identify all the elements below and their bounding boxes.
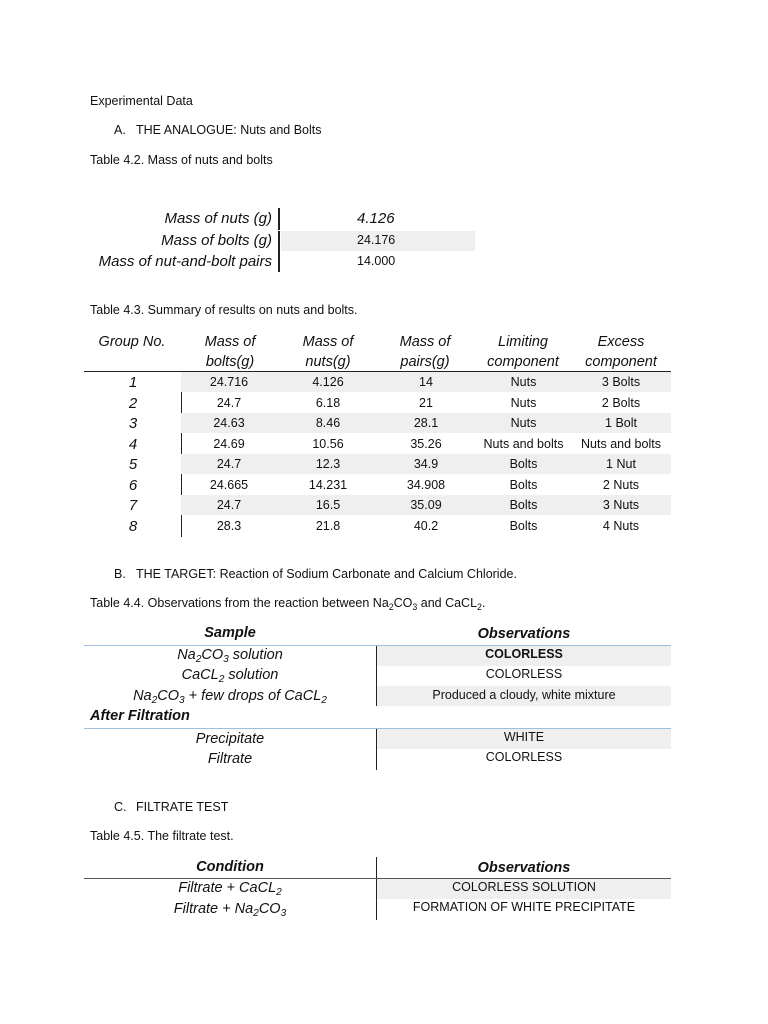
table-divider — [278, 208, 280, 230]
caption-text: and CaCL — [417, 596, 478, 610]
header-line: pairs(g) — [400, 354, 450, 370]
table-row — [84, 393, 671, 413]
table-4-2-value: 14.000 — [357, 254, 396, 268]
table-cell: 14.231 — [308, 477, 348, 492]
table-row — [84, 495, 671, 515]
group-number-cell: 1 — [128, 374, 138, 391]
header-line: Mass of — [204, 334, 256, 350]
group-number-cell: 8 — [128, 517, 138, 535]
table-cell: 35.09 — [410, 498, 442, 512]
table-4-2-label: Mass of nuts (g) — [164, 210, 272, 227]
sample-cell — [84, 667, 376, 683]
table-4-2-value: 4.126 — [357, 210, 395, 227]
table-divider — [278, 252, 280, 272]
observation-cell: WHITE — [503, 730, 545, 744]
group-number-cell: 3 — [128, 415, 138, 432]
table-cell: 40.2 — [413, 518, 439, 533]
condition-text: Filtrate + Na — [173, 901, 254, 917]
header-line: component — [585, 354, 657, 370]
table-cell: Bolts — [509, 457, 538, 471]
header-line: nuts(g) — [305, 354, 351, 370]
table-cell: 34.908 — [406, 477, 446, 492]
header-line: Mass of — [302, 334, 354, 350]
table-cell: 12.3 — [315, 457, 341, 471]
subscript: 2 — [321, 695, 327, 706]
sample-text: + few drops of CaCL — [184, 688, 322, 704]
table-divider — [278, 231, 280, 253]
table-cell: Nuts and bolts — [483, 436, 564, 451]
observation-cell: Produced a cloudy, white mixture — [432, 688, 616, 702]
group-number-cell: 6 — [128, 476, 138, 494]
table-row — [84, 413, 671, 433]
condition-cell — [84, 901, 376, 917]
table-cell: 21 — [419, 395, 433, 410]
table-cell: 24.716 — [209, 375, 249, 389]
observation-cell: COLORLESS SOLUTION — [452, 880, 596, 894]
caption-text: . — [481, 596, 486, 610]
table-cell: 24.63 — [213, 416, 245, 430]
table-row — [84, 434, 671, 454]
table-4-2-value: 24.176 — [357, 233, 396, 247]
table-cell: 24.665 — [209, 477, 249, 492]
table-4-5-caption: Table 4.5. The filtrate test. — [90, 829, 234, 843]
subscript: 2 — [151, 695, 158, 706]
table-cell: Nuts — [510, 375, 537, 389]
col-header-observations: Observations — [477, 626, 571, 642]
sample-cell — [84, 688, 376, 704]
table-cell: 28.3 — [216, 518, 242, 533]
table-cell: 1 Nut — [606, 457, 636, 471]
table-cell: Nuts and bolts — [581, 436, 661, 451]
col-header-nuts — [288, 332, 368, 372]
table-cell: 6.18 — [315, 395, 341, 410]
col-header-pairs — [385, 332, 465, 372]
caption-subscript: 2 — [388, 602, 394, 612]
col-header-group: Group No. — [98, 334, 166, 350]
caption-subscript: 3 — [412, 602, 418, 612]
col-header-limiting — [478, 332, 568, 372]
subscript: 2 — [218, 674, 225, 685]
col-header-condition: Condition — [196, 859, 264, 875]
sample-text: CO — [201, 647, 224, 663]
group-number-cell: 7 — [128, 497, 138, 514]
table-row — [84, 372, 671, 392]
header-line: Excess — [597, 334, 645, 350]
table-row — [84, 454, 671, 474]
sample-text: solution — [228, 647, 283, 663]
table-4-2-label: Mass of nut-and-bolt pairs — [98, 253, 272, 270]
table-cell: Bolts — [509, 498, 538, 512]
observation-cell: COLORLESS — [485, 667, 563, 681]
group-number-cell: 5 — [128, 456, 138, 473]
col-header-bolts — [190, 332, 270, 372]
section-b-title: THE TARGET: Reaction of Sodium Carbonate and Calcium Chloride. — [136, 567, 517, 581]
condition-cell — [84, 880, 376, 896]
table-cell: 2 Bolts — [601, 395, 641, 410]
table-cell: 4.126 — [312, 375, 344, 389]
sample-text: CaCL — [181, 667, 219, 683]
subscript: 3 — [223, 654, 229, 665]
page-heading: Experimental Data — [90, 94, 193, 108]
table-cell: Bolts — [509, 518, 538, 533]
table-4-3-caption: Table 4.3. Summary of results on nuts and bolts. — [90, 303, 358, 317]
group-number-cell: 2 — [128, 394, 138, 412]
table-cell: 14 — [419, 375, 433, 389]
subscript: 2 — [195, 654, 202, 665]
table-cell: 16.5 — [315, 498, 341, 512]
caption-text: Table 4.4. Observations from the reaction between Na — [90, 596, 389, 610]
sample-text: CO — [157, 688, 180, 704]
table-row — [84, 475, 671, 495]
table-row — [84, 516, 671, 536]
header-line: component — [487, 354, 559, 370]
col-header-excess — [576, 332, 666, 372]
sample-cell: Filtrate — [207, 751, 253, 767]
table-cell: 21.8 — [315, 518, 341, 533]
table-cell: 3 Nuts — [602, 498, 640, 512]
section-c-title: FILTRATE TEST — [136, 800, 229, 814]
header-line: Limiting — [498, 334, 548, 350]
col-header-sample: Sample — [204, 625, 256, 641]
table-cell: 24.7 — [216, 395, 242, 410]
table-cell: 35.26 — [410, 436, 442, 451]
table-cell: 24.69 — [213, 436, 245, 451]
col-header-observations: Observations — [477, 860, 571, 876]
sample-cell — [84, 647, 376, 663]
table-cell: Nuts — [510, 416, 537, 430]
subscript: 2 — [276, 887, 282, 898]
table-cell: 3 Bolts — [601, 375, 641, 389]
subscript: 3 — [280, 908, 287, 919]
table-cell: 2 Nuts — [602, 477, 640, 492]
section-c-letter: C. — [114, 800, 127, 814]
observation-cell: COLORLESS — [485, 750, 563, 764]
table-cell: 24.7 — [216, 498, 242, 512]
section-a-title: THE ANALOGUE: Nuts and Bolts — [136, 123, 322, 137]
condition-text: Filtrate + CaCL — [178, 880, 277, 896]
table-4-2-label: Mass of bolts (g) — [161, 232, 272, 249]
table-4-2-caption: Table 4.2. Mass of nuts and bolts — [90, 153, 273, 167]
condition-text: CO — [258, 901, 281, 917]
table-cell: 8.46 — [315, 416, 341, 430]
sample-text: Na — [133, 688, 152, 704]
subscript: 3 — [179, 695, 185, 706]
caption-subscript: 2 — [477, 602, 482, 612]
sample-text: Na — [177, 647, 196, 663]
table-cell: 10.56 — [312, 436, 344, 451]
subscript: 2 — [253, 908, 259, 919]
table-4-4-caption — [90, 596, 485, 610]
group-number-cell: 4 — [128, 435, 138, 453]
sample-text: solution — [224, 667, 279, 683]
table-cell: 34.9 — [413, 457, 439, 471]
section-b-letter: B. — [114, 567, 126, 581]
observation-cell: COLORLESS — [485, 647, 563, 661]
header-line: bolts(g) — [205, 354, 255, 370]
header-line: Mass of — [399, 334, 451, 350]
table-cell: Nuts — [510, 395, 537, 410]
observation-cell: FORMATION OF WHITE PRECIPITATE — [412, 900, 636, 914]
caption-text: CO — [393, 596, 413, 610]
sample-cell: Precipitate — [195, 731, 265, 747]
table-cell: Bolts — [509, 477, 538, 492]
table-cell: 28.1 — [413, 416, 439, 430]
table-cell: 1 Bolt — [605, 416, 637, 430]
table-cell: 24.7 — [216, 457, 242, 471]
table-cell: 4 Nuts — [602, 518, 640, 533]
after-filtration-label: After Filtration — [90, 708, 190, 724]
section-a-letter: A. — [114, 123, 126, 137]
